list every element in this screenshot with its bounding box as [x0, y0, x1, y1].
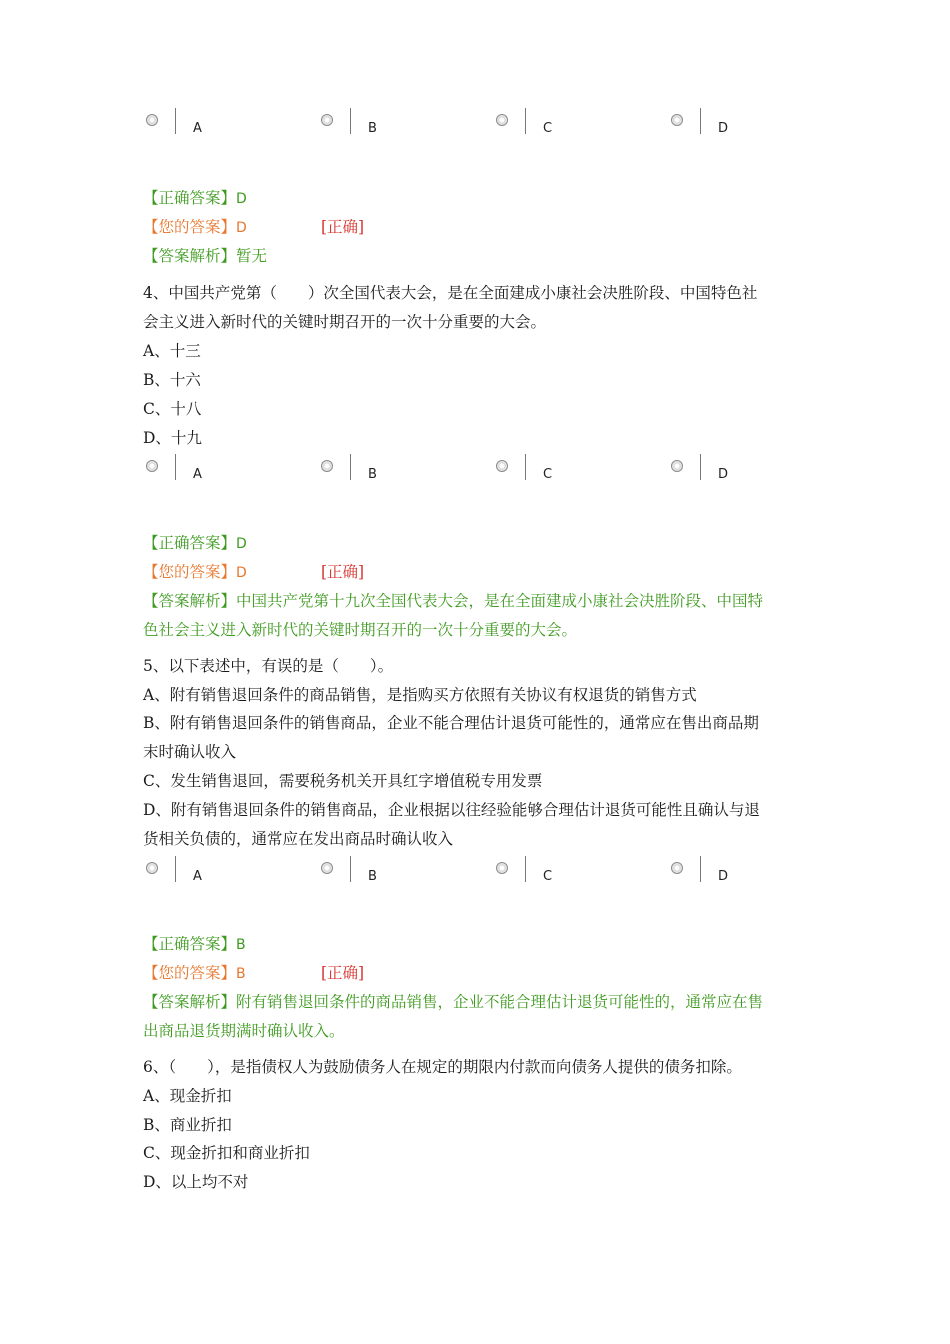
option-letter: B [368, 121, 377, 136]
option-letter: D [718, 467, 729, 482]
option-letter: B [368, 869, 377, 884]
answer-status: [正确] [321, 964, 365, 982]
correct-answer-label: 【正确答案】 [143, 534, 237, 552]
option-d[interactable] [668, 454, 788, 488]
divider [350, 108, 351, 134]
option-a[interactable] [143, 856, 263, 890]
question-6-line-1: 6、（ ），是指债权人为鼓励债务人在规定的期限内付款而向债务人提供的债务扣除。 [143, 1058, 742, 1076]
option-letter: A [193, 869, 202, 884]
answer-options-row-q4 [143, 454, 743, 488]
your-answer-line [143, 963, 543, 984]
radio-d[interactable] [671, 862, 683, 874]
divider [525, 108, 526, 134]
analysis-line [143, 992, 763, 1012]
option-letter: C [543, 869, 553, 884]
answer-status: [正确] [321, 218, 365, 236]
question-5-option-b: B、附有销售退回条件的销售商品，企业不能合理估计退货可能性的，通常应在售出商品期 [143, 714, 759, 732]
option-c[interactable] [493, 108, 613, 142]
correct-answer-line [143, 188, 247, 209]
divider [700, 454, 701, 480]
analysis-text: 中国共产党第十九次全国代表大会，是在全面建成小康社会决胜阶段、中国特 [236, 592, 764, 610]
analysis-label: 【答案解析】 [143, 993, 237, 1011]
option-letter: D [718, 869, 729, 884]
option-c[interactable] [493, 856, 613, 890]
analysis-line [143, 591, 763, 611]
radio-c[interactable] [496, 862, 508, 874]
your-answer-label: 【您的答案】 [143, 563, 237, 581]
option-letter: A [193, 121, 202, 136]
analysis-label: 【答案解析】 [143, 247, 237, 265]
your-answer-label: 【您的答案】 [143, 964, 237, 982]
radio-a[interactable] [146, 862, 158, 874]
analysis-label: 【答案解析】 [143, 592, 237, 610]
question-4-option-c: C、十八 [143, 400, 202, 418]
radio-c[interactable] [496, 114, 508, 126]
analysis-line [143, 246, 267, 266]
question-5-option-a: A、附有销售退回条件的商品销售，是指购买方依照有关协议有权退货的销售方式 [143, 686, 697, 704]
option-b[interactable] [318, 454, 438, 488]
correct-answer-value: B [236, 937, 246, 953]
divider [175, 856, 176, 882]
radio-a[interactable] [146, 460, 158, 472]
your-answer-value: D [236, 220, 247, 236]
question-5-line-1: 5、以下表述中，有误的是（ ）。 [143, 657, 394, 675]
option-b[interactable] [318, 108, 438, 142]
correct-answer-label: 【正确答案】 [143, 935, 237, 953]
analysis-text: 暂无 [236, 247, 268, 265]
correct-answer-value: D [236, 191, 247, 207]
question-4-line-2: 会主义进入新时代的关键时期召开的一次十分重要的大会。 [143, 313, 547, 331]
option-c[interactable] [493, 454, 613, 488]
divider [700, 856, 701, 882]
option-b[interactable] [318, 856, 438, 890]
radio-b[interactable] [321, 460, 333, 472]
correct-answer-value: D [236, 536, 247, 552]
radio-b[interactable] [321, 114, 333, 126]
divider [525, 454, 526, 480]
answer-options-row-q3 [143, 108, 743, 142]
question-4-option-b: B、十六 [143, 371, 201, 389]
question-5-option-c: C、发生销售退回，需要税务机关开具红字增值税专用发票 [143, 772, 543, 790]
question-6-option-d: D、以上均不对 [143, 1173, 249, 1191]
radio-c[interactable] [496, 460, 508, 472]
option-letter: B [368, 467, 377, 482]
option-letter: D [718, 121, 729, 136]
option-letter: C [543, 467, 553, 482]
radio-d[interactable] [671, 460, 683, 472]
your-answer-label: 【您的答案】 [143, 218, 237, 236]
option-letter: C [543, 121, 553, 136]
divider [175, 108, 176, 134]
your-answer-line [143, 562, 543, 583]
answer-status: [正确] [321, 563, 365, 581]
your-answer-value: D [236, 565, 247, 581]
divider [175, 454, 176, 480]
radio-d[interactable] [671, 114, 683, 126]
divider [350, 454, 351, 480]
analysis-text-2: 色社会主义进入新时代的关键时期召开的一次十分重要的大会。 [143, 621, 578, 639]
correct-answer-label: 【正确答案】 [143, 189, 237, 207]
question-4-option-a: A、十三 [143, 342, 201, 360]
divider [525, 856, 526, 882]
radio-a[interactable] [146, 114, 158, 126]
option-a[interactable] [143, 454, 263, 488]
your-answer-line [143, 217, 543, 238]
option-d[interactable] [668, 856, 788, 890]
question-4-line-1: 4、中国共产党第（ ）次全国代表大会，是在全面建成小康社会决胜阶段、中国特色社 [143, 284, 758, 302]
answer-options-row-q5 [143, 856, 743, 890]
divider [350, 856, 351, 882]
question-5-option-d-cont: 货相关负债的，通常应在发出商品时确认收入 [143, 830, 454, 848]
radio-b[interactable] [321, 862, 333, 874]
question-5-option-d: D、附有销售退回条件的销售商品，企业根据以往经验能够合理估计退货可能性且确认与退 [143, 801, 760, 819]
question-6-option-c: C、现金折扣和商业折扣 [143, 1144, 310, 1162]
analysis-text: 附有销售退回条件的商品销售，企业不能合理估计退货可能性的，通常应在售 [236, 993, 764, 1011]
option-a[interactable] [143, 108, 263, 142]
option-letter: A [193, 467, 202, 482]
analysis-text-2: 出商品退货期满时确认收入。 [143, 1022, 345, 1040]
question-6-option-b: B、商业折扣 [143, 1116, 232, 1134]
correct-answer-line [143, 533, 247, 554]
option-d[interactable] [668, 108, 788, 142]
question-5-option-b-cont: 末时确认收入 [143, 743, 237, 761]
divider [700, 108, 701, 134]
your-answer-value: B [236, 966, 246, 982]
question-6-option-a: A、现金折扣 [143, 1087, 232, 1105]
correct-answer-line [143, 934, 246, 955]
question-4-option-d: D、十九 [143, 429, 202, 447]
